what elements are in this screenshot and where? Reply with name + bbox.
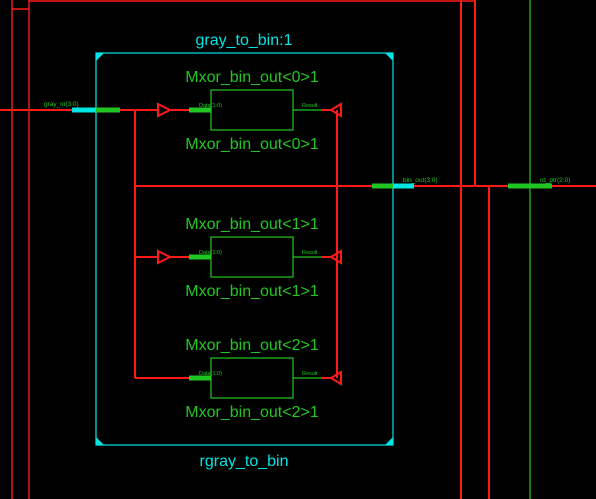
cell-0-out-pin: Result: [302, 103, 318, 109]
cell-2-top-label: Mxor_bin_out<2>1: [185, 337, 319, 354]
cell-2-bottom-label: Mxor_bin_out<2>1: [185, 404, 319, 421]
cell-1-bottom-label: Mxor_bin_out<1>1: [185, 283, 319, 300]
cell-0-bottom-label: Mxor_bin_out<0>1: [185, 136, 319, 153]
cell-0-top-label: Mxor_bin_out<0>1: [185, 69, 319, 86]
port-gray-in-label: gray_in(3:0): [44, 101, 79, 108]
cell-2-out-pin: Result: [302, 371, 318, 377]
cell-1-out-pin: Result: [302, 250, 318, 256]
net-rd-ptr-label: rd_ptr(2:0): [540, 177, 571, 184]
port-bin-out-label: bin_out(3:0): [403, 177, 438, 184]
cell-0-in-pin: Data(1:0): [199, 103, 222, 109]
cell-1-top-label: Mxor_bin_out<1>1: [185, 216, 319, 233]
cell-1-in-pin: Data(1:0): [199, 250, 222, 256]
module-type-name: rgray_to_bin: [199, 453, 289, 470]
module-instance-name: gray_to_bin:1: [195, 32, 293, 49]
cell-2-in-pin: Data(1:0): [199, 371, 222, 377]
